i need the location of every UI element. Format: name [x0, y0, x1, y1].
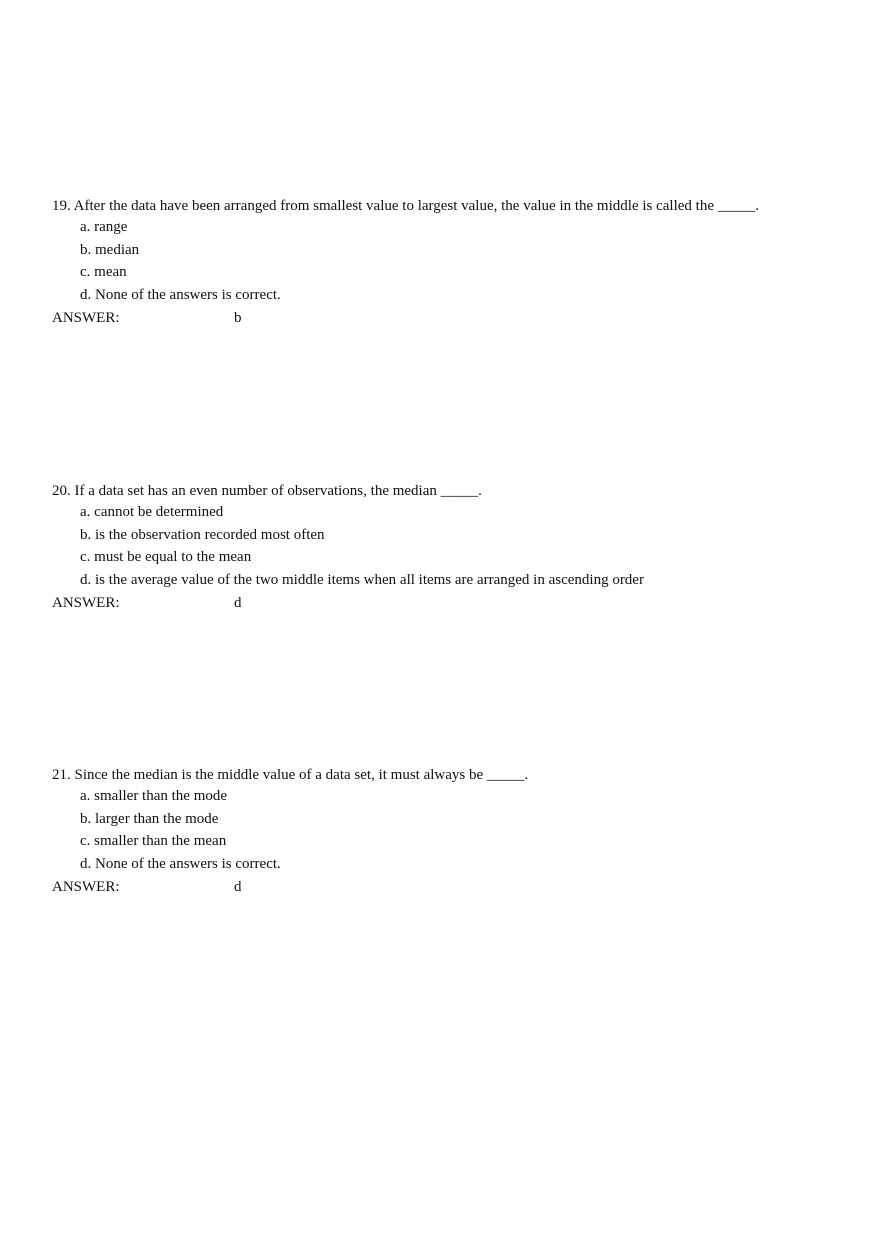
- option-a: a. smaller than the mode: [80, 788, 228, 804]
- answer-row: [52, 591, 852, 615]
- option-c: c. mean: [80, 264, 127, 280]
- option-c: c. smaller than the mean: [80, 833, 227, 849]
- answer-label: ANSWER:: [52, 595, 120, 611]
- answer-value: d: [234, 595, 242, 611]
- option-b: b. median: [80, 241, 140, 258]
- question-stem: 20. If a data set has an even number of observations, the median _____.: [52, 483, 482, 499]
- option-a: a. range: [80, 219, 128, 235]
- question-stem: 21. Since the median is the middle value of a data set, it must always be _____.: [52, 767, 529, 783]
- answer-label: ANSWER:: [52, 310, 120, 326]
- answer-row: [52, 875, 852, 899]
- question-19: [52, 196, 852, 330]
- question-21: [52, 765, 852, 899]
- option-d: d. None of the answers is correct.: [80, 286, 281, 303]
- option-a: a. cannot be determined: [80, 504, 224, 520]
- answer-value: d: [234, 879, 242, 895]
- answer-row: [52, 306, 852, 330]
- question-stem: 19. After the data have been arranged from smallest value to largest value, the value in the middle is called the _____.: [52, 198, 759, 214]
- answer-label: ANSWER:: [52, 879, 120, 895]
- option-b: b. is the observation recorded most often: [80, 526, 325, 543]
- question-20: [52, 481, 852, 615]
- option-d: d. None of the answers is correct.: [80, 855, 281, 872]
- option-d: d. is the average value of the two middle items when all items are arranged in ascending order: [80, 571, 644, 588]
- option-c: c. must be equal to the mean: [80, 549, 252, 565]
- answer-value: b: [234, 310, 242, 326]
- option-b: b. larger than the mode: [80, 810, 219, 827]
